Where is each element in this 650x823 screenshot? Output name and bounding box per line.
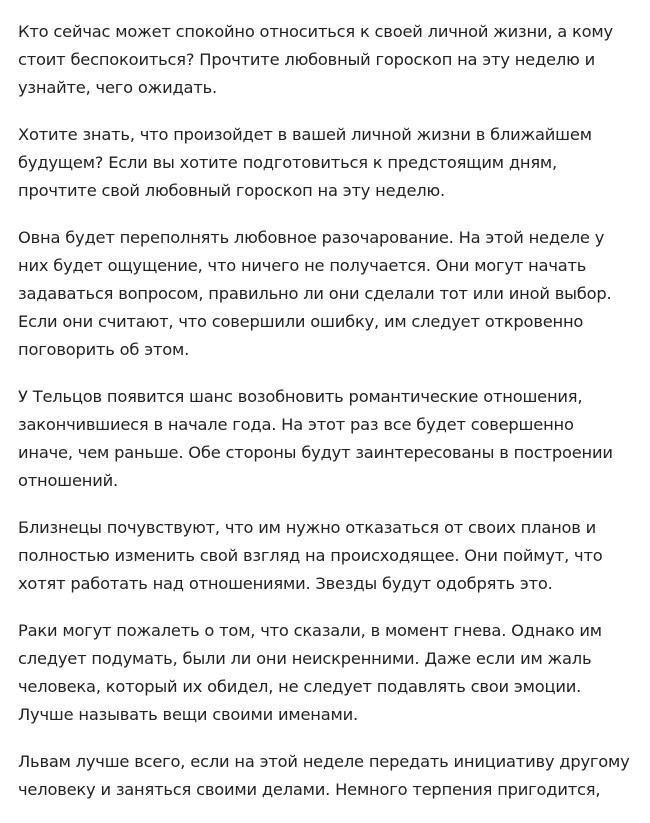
- paragraph-leo: Львам лучше всего, если на этой неделе передать инициативу другому человеку и заняться своими делами. Немного терпения пригодится,: [18, 752, 630, 799]
- paragraph-intro-2: Хотите знать, что произойдет в вашей личной жизни в ближайшем будущем? Если вы хотите подготовиться к предстоящим дням, прочтите свой любовный гороскоп на эту неделю.: [18, 125, 592, 200]
- article-body: [18, 18, 632, 823]
- paragraph-gemini: Близнецы почувствуют, что им нужно отказаться от своих планов и полностью изменить свой взгляд на происходящее. Они поймут, что хотят работать над отношениями. Звезды будут одобрять это.: [18, 518, 603, 593]
- paragraph-cancer: Раки могут пожалеть о том, что сказали, в момент гнева. Однако им следует подумать, были ли они неискренними. Даже если им жаль человека, который их обидел, не следует подавлять свои эмоции. Лучше называть вещи своими именами.: [18, 621, 602, 724]
- paragraph-intro: Кто сейчас может спокойно относиться к своей личной жизни, а кому стоит беспокоиться? Прочтите любовный гороскоп на эту неделю и узнайте, чего ожидать.: [18, 22, 613, 97]
- paragraph-aries: Овна будет переполнять любовное разочарование. На этой неделе у них будет ощущение, что ничего не получается. Они могут начать задаваться вопросом, правильно ли они сделали тот или иной выбор. Если они считают, что совершили ошибку, им следует откровенно поговорить об этом.: [18, 228, 612, 359]
- paragraph-taurus: У Тельцов появится шанс возобновить романтические отношения, закончившиеся в начале года. На этот раз все будет совершенно иначе, чем раньше. Обе стороны будут заинтересованы в построении отношений.: [18, 387, 613, 490]
